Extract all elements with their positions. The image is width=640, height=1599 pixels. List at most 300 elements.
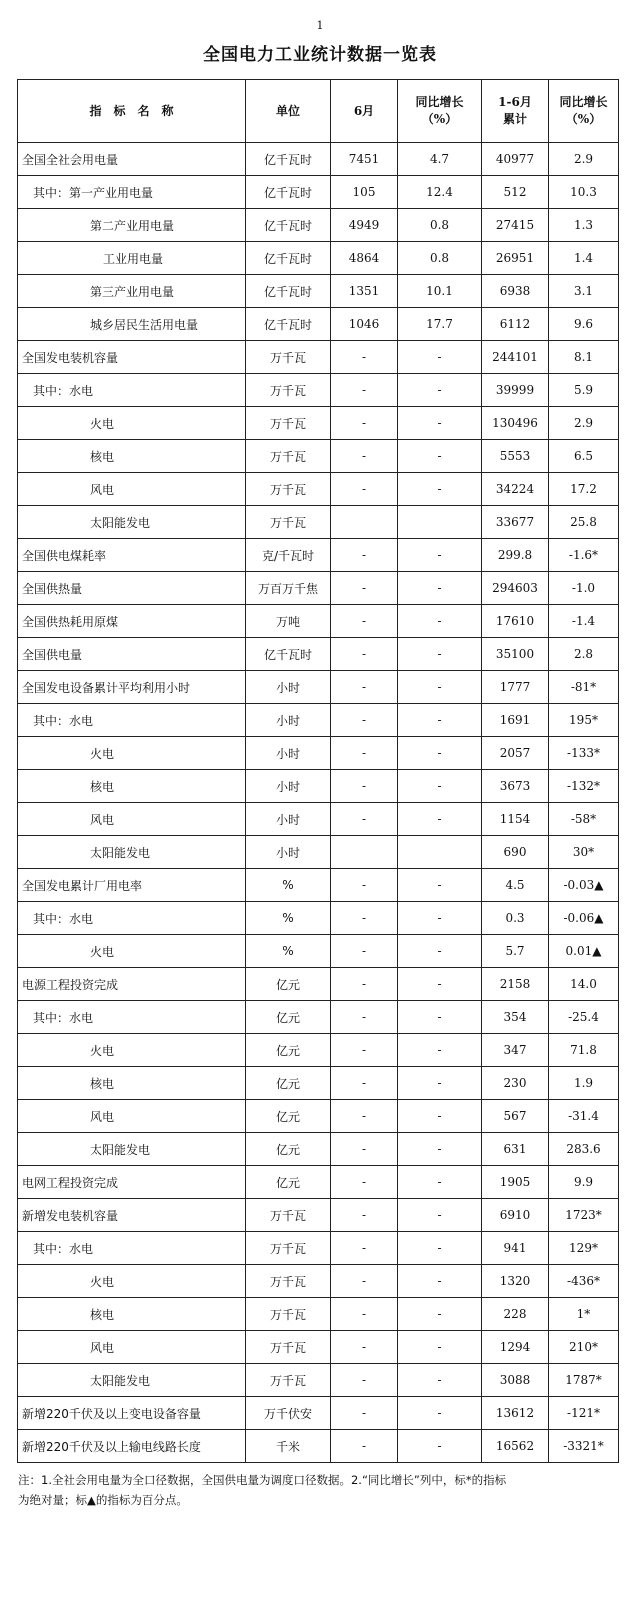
unit-cell: 小时 [246, 737, 331, 770]
cumulative-yoy-cell: 10.3 [549, 176, 619, 209]
indicator-name-cell: 全国供热耗用原煤 [18, 605, 246, 638]
month-yoy-cell: - [398, 1034, 482, 1067]
unit-cell: 万千瓦 [246, 374, 331, 407]
month-value-cell: - [331, 638, 398, 671]
cumulative-value-cell: 33677 [482, 506, 549, 539]
table-row [18, 704, 619, 737]
table-row [18, 539, 619, 572]
table-row [18, 935, 619, 968]
month-yoy-cell [398, 506, 482, 539]
cumulative-value-cell: 17610 [482, 605, 549, 638]
cumulative-value-cell: 6938 [482, 275, 549, 308]
table-row [18, 1331, 619, 1364]
cumulative-yoy-cell: -3321* [549, 1430, 619, 1463]
cumulative-yoy-cell: -25.4 [549, 1001, 619, 1034]
month-value-cell: - [331, 440, 398, 473]
table-row [18, 1265, 619, 1298]
cumulative-yoy-cell: -81* [549, 671, 619, 704]
unit-cell: 亿千瓦时 [246, 143, 331, 176]
cumulative-yoy-cell: -0.06▲ [549, 902, 619, 935]
header-yoy-line1: 同比增长 [415, 95, 464, 109]
table-row [18, 1199, 619, 1232]
month-yoy-cell: - [398, 473, 482, 506]
unit-cell: 万千瓦 [246, 473, 331, 506]
month-yoy-cell: - [398, 770, 482, 803]
table-row [18, 1133, 619, 1166]
indicator-name-cell: 全国发电装机容量 [18, 341, 246, 374]
indicator-name-cell: 核电 [18, 1298, 246, 1331]
table-row [18, 968, 619, 1001]
cumulative-yoy-cell: 210* [549, 1331, 619, 1364]
table-header-row [18, 80, 619, 143]
cumulative-value-cell: 39999 [482, 374, 549, 407]
month-yoy-cell: - [398, 572, 482, 605]
table-row [18, 638, 619, 671]
cumulative-yoy-cell: 2.9 [549, 407, 619, 440]
header-yoy-line2: （%） [421, 112, 458, 126]
cumulative-value-cell: 4.5 [482, 869, 549, 902]
indicator-name-cell: 风电 [18, 803, 246, 836]
month-value-cell: - [331, 1397, 398, 1430]
cumulative-yoy-cell: -1.0 [549, 572, 619, 605]
cumulative-value-cell: 294603 [482, 572, 549, 605]
cumulative-value-cell: 5.7 [482, 935, 549, 968]
cumulative-yoy-cell: -31.4 [549, 1100, 619, 1133]
cumulative-yoy-cell: 3.1 [549, 275, 619, 308]
month-value-cell: 1046 [331, 308, 398, 341]
page-title: 全国电力工业统计数据一览表 [203, 45, 437, 65]
table-row [18, 836, 619, 869]
footnote [18, 1470, 618, 1510]
table-row [18, 242, 619, 275]
month-value-cell: - [331, 671, 398, 704]
month-value-cell: - [331, 1001, 398, 1034]
cumulative-value-cell: 3088 [482, 1364, 549, 1397]
month-value-cell: - [331, 1232, 398, 1265]
table-row [18, 1397, 619, 1430]
indicator-name-cell: 第二产业用电量 [18, 209, 246, 242]
cumulative-value-cell: 631 [482, 1133, 549, 1166]
indicator-name-cell: 电源工程投资完成 [18, 968, 246, 1001]
indicator-name-cell: 太阳能发电 [18, 836, 246, 869]
month-value-cell: - [331, 1364, 398, 1397]
unit-cell: 克/千瓦时 [246, 539, 331, 572]
indicator-name-cell: 火电 [18, 737, 246, 770]
indicator-name-cell: 核电 [18, 1067, 246, 1100]
month-value-cell [331, 836, 398, 869]
indicator-name-cell: 全国发电设备累计平均利用小时 [18, 671, 246, 704]
indicator-name-cell: 全国供热量 [18, 572, 246, 605]
table-row [18, 770, 619, 803]
cumulative-yoy-cell: 0.01▲ [549, 935, 619, 968]
cumulative-yoy-cell: -133* [549, 737, 619, 770]
month-yoy-cell: 12.4 [398, 176, 482, 209]
month-yoy-cell: - [398, 605, 482, 638]
month-value-cell: 7451 [331, 143, 398, 176]
unit-cell: 万千瓦 [246, 1265, 331, 1298]
indicator-name-cell: 太阳能发电 [18, 506, 246, 539]
month-yoy-cell [398, 836, 482, 869]
month-value-cell: - [331, 1166, 398, 1199]
cumulative-yoy-cell: 8.1 [549, 341, 619, 374]
cumulative-value-cell: 35100 [482, 638, 549, 671]
month-yoy-cell: - [398, 341, 482, 374]
indicator-name-cell: 其中：水电 [18, 1001, 246, 1034]
cumulative-value-cell: 567 [482, 1100, 549, 1133]
month-yoy-cell: - [398, 1364, 482, 1397]
cumulative-value-cell: 3673 [482, 770, 549, 803]
indicator-name-cell: 风电 [18, 473, 246, 506]
unit-cell: 亿千瓦时 [246, 176, 331, 209]
month-value-cell: - [331, 968, 398, 1001]
table-row [18, 176, 619, 209]
month-value-cell: - [331, 803, 398, 836]
header-unit: 单位 [246, 80, 331, 143]
footnote-line-2: 为绝对量；标▲的指标为百分点。 [18, 1493, 188, 1507]
unit-cell: % [246, 869, 331, 902]
table-row [18, 440, 619, 473]
unit-cell: 亿元 [246, 1100, 331, 1133]
indicator-name-cell: 太阳能发电 [18, 1133, 246, 1166]
cumulative-yoy-cell: -132* [549, 770, 619, 803]
cumulative-value-cell: 5553 [482, 440, 549, 473]
month-value-cell: 4949 [331, 209, 398, 242]
cumulative-yoy-cell: 129* [549, 1232, 619, 1265]
month-yoy-cell: 17.7 [398, 308, 482, 341]
unit-cell: 亿千瓦时 [246, 242, 331, 275]
unit-cell: 亿元 [246, 1001, 331, 1034]
unit-cell: 小时 [246, 704, 331, 737]
cumulative-value-cell: 0.3 [482, 902, 549, 935]
table-row [18, 605, 619, 638]
table-row [18, 869, 619, 902]
month-value-cell: - [331, 341, 398, 374]
month-yoy-cell: - [398, 968, 482, 1001]
month-value-cell: - [331, 605, 398, 638]
cumulative-value-cell: 1905 [482, 1166, 549, 1199]
month-value-cell: - [331, 1100, 398, 1133]
header-month: 6月 [331, 80, 398, 143]
table-row [18, 1430, 619, 1463]
month-yoy-cell: - [398, 671, 482, 704]
cumulative-value-cell: 13612 [482, 1397, 549, 1430]
table-row [18, 1034, 619, 1067]
indicator-name-cell: 风电 [18, 1331, 246, 1364]
table-row [18, 143, 619, 176]
table-row [18, 737, 619, 770]
unit-cell: 亿元 [246, 1166, 331, 1199]
table-row [18, 506, 619, 539]
table-row [18, 671, 619, 704]
cumulative-value-cell: 6910 [482, 1199, 549, 1232]
cumulative-yoy-cell: 2.9 [549, 143, 619, 176]
table-row [18, 572, 619, 605]
month-value-cell: - [331, 1265, 398, 1298]
month-value-cell: - [331, 1430, 398, 1463]
cumulative-value-cell: 2158 [482, 968, 549, 1001]
month-yoy-cell: - [398, 1100, 482, 1133]
table-row [18, 1232, 619, 1265]
table-row [18, 209, 619, 242]
month-yoy-cell: - [398, 407, 482, 440]
cumulative-yoy-cell: -0.03▲ [549, 869, 619, 902]
cumulative-value-cell: 299.8 [482, 539, 549, 572]
indicator-name-cell: 火电 [18, 1265, 246, 1298]
cumulative-value-cell: 244101 [482, 341, 549, 374]
month-yoy-cell: - [398, 1430, 482, 1463]
table-row [18, 803, 619, 836]
table-row [18, 902, 619, 935]
cumulative-value-cell: 690 [482, 836, 549, 869]
month-yoy-cell: - [398, 1298, 482, 1331]
month-yoy-cell: 0.8 [398, 209, 482, 242]
cumulative-value-cell: 27415 [482, 209, 549, 242]
month-yoy-cell: - [398, 1067, 482, 1100]
unit-cell: 小时 [246, 836, 331, 869]
indicator-name-cell: 火电 [18, 407, 246, 440]
cumulative-yoy-cell: -1.6* [549, 539, 619, 572]
unit-cell: 万千瓦 [246, 1199, 331, 1232]
month-value-cell: - [331, 572, 398, 605]
month-yoy-cell: - [398, 1331, 482, 1364]
cumulative-value-cell: 16562 [482, 1430, 549, 1463]
month-yoy-cell: - [398, 803, 482, 836]
month-yoy-cell: - [398, 869, 482, 902]
month-yoy-cell: - [398, 1232, 482, 1265]
month-yoy-cell: - [398, 902, 482, 935]
month-yoy-cell: - [398, 1265, 482, 1298]
cumulative-value-cell: 941 [482, 1232, 549, 1265]
indicator-name-cell: 风电 [18, 1100, 246, 1133]
cumulative-value-cell: 1777 [482, 671, 549, 704]
page-number: 1 [316, 19, 324, 32]
cumulative-yoy-cell: 2.8 [549, 638, 619, 671]
month-value-cell: - [331, 1034, 398, 1067]
unit-cell: 亿元 [246, 968, 331, 1001]
month-yoy-cell: - [398, 704, 482, 737]
indicator-name-cell: 全国供电量 [18, 638, 246, 671]
cumulative-value-cell: 2057 [482, 737, 549, 770]
month-value-cell: - [331, 737, 398, 770]
month-value-cell: 105 [331, 176, 398, 209]
cumulative-value-cell: 40977 [482, 143, 549, 176]
unit-cell: 万千瓦 [246, 1232, 331, 1265]
cumulative-yoy-cell: 71.8 [549, 1034, 619, 1067]
indicator-name-cell: 其中：水电 [18, 704, 246, 737]
indicator-name-cell: 核电 [18, 440, 246, 473]
table-row [18, 1166, 619, 1199]
month-value-cell: 4864 [331, 242, 398, 275]
header-cum-yoy-line2: （%） [565, 112, 602, 126]
indicator-name-cell: 电网工程投资完成 [18, 1166, 246, 1199]
table-row [18, 407, 619, 440]
indicator-name-cell: 其中：水电 [18, 374, 246, 407]
unit-cell: 万千瓦 [246, 1331, 331, 1364]
indicator-name-cell: 其中：水电 [18, 902, 246, 935]
unit-cell: 亿千瓦时 [246, 308, 331, 341]
month-value-cell: - [331, 770, 398, 803]
unit-cell: 万千瓦 [246, 1298, 331, 1331]
cumulative-value-cell: 1154 [482, 803, 549, 836]
unit-cell: 万吨 [246, 605, 331, 638]
month-value-cell: - [331, 539, 398, 572]
header-cum-line2: 累计 [502, 112, 527, 126]
unit-cell: 万千瓦 [246, 407, 331, 440]
cumulative-yoy-cell: 9.6 [549, 308, 619, 341]
unit-cell: 万千伏安 [246, 1397, 331, 1430]
month-yoy-cell: 4.7 [398, 143, 482, 176]
unit-cell: % [246, 902, 331, 935]
unit-cell: 亿元 [246, 1034, 331, 1067]
cumulative-value-cell: 347 [482, 1034, 549, 1067]
unit-cell: 亿千瓦时 [246, 275, 331, 308]
table-row [18, 275, 619, 308]
cumulative-value-cell: 1294 [482, 1331, 549, 1364]
table-row [18, 308, 619, 341]
unit-cell: 小时 [246, 770, 331, 803]
unit-cell: 亿千瓦时 [246, 638, 331, 671]
table-row [18, 341, 619, 374]
month-yoy-cell: - [398, 1397, 482, 1430]
cumulative-yoy-cell: 9.9 [549, 1166, 619, 1199]
cumulative-yoy-cell: 14.0 [549, 968, 619, 1001]
unit-cell: 万百万千焦 [246, 572, 331, 605]
month-value-cell: - [331, 869, 398, 902]
indicator-name-cell: 火电 [18, 1034, 246, 1067]
table-row [18, 1364, 619, 1397]
month-value-cell: - [331, 1298, 398, 1331]
indicator-name-cell: 工业用电量 [18, 242, 246, 275]
cumulative-value-cell: 354 [482, 1001, 549, 1034]
header-cumulative [482, 80, 549, 143]
month-yoy-cell: - [398, 1133, 482, 1166]
unit-cell: 千米 [246, 1430, 331, 1463]
cumulative-yoy-cell: 1787* [549, 1364, 619, 1397]
indicator-name-cell: 新增发电装机容量 [18, 1199, 246, 1232]
cumulative-value-cell: 26951 [482, 242, 549, 275]
unit-cell: 亿元 [246, 1133, 331, 1166]
unit-cell: % [246, 935, 331, 968]
month-yoy-cell: - [398, 638, 482, 671]
indicator-name-cell: 城乡居民生活用电量 [18, 308, 246, 341]
indicator-name-cell: 第三产业用电量 [18, 275, 246, 308]
footnote-line-1: 注：1.全社会用电量为全口径数据，全国供电量为调度口径数据。2.“同比增长”列中，标*的指标 [18, 1473, 507, 1487]
unit-cell: 亿元 [246, 1067, 331, 1100]
month-value-cell: 1351 [331, 275, 398, 308]
month-yoy-cell: - [398, 935, 482, 968]
indicator-name-cell: 其中：水电 [18, 1232, 246, 1265]
unit-cell: 万千瓦 [246, 1364, 331, 1397]
indicator-name-cell: 全国供电煤耗率 [18, 539, 246, 572]
cumulative-value-cell: 1691 [482, 704, 549, 737]
month-yoy-cell: 10.1 [398, 275, 482, 308]
cumulative-yoy-cell: 1.9 [549, 1067, 619, 1100]
month-yoy-cell: - [398, 737, 482, 770]
indicator-name-cell: 新增220千伏及以上输电线路长度 [18, 1430, 246, 1463]
unit-cell: 万千瓦 [246, 341, 331, 374]
cumulative-value-cell: 130496 [482, 407, 549, 440]
month-value-cell: - [331, 1331, 398, 1364]
table-row [18, 1298, 619, 1331]
table-body [18, 143, 619, 1463]
table-row [18, 1067, 619, 1100]
indicator-name-cell: 太阳能发电 [18, 1364, 246, 1397]
unit-cell: 万千瓦 [246, 440, 331, 473]
month-value-cell: - [331, 704, 398, 737]
cumulative-yoy-cell: 1723* [549, 1199, 619, 1232]
cumulative-yoy-cell: 1.4 [549, 242, 619, 275]
unit-cell: 万千瓦 [246, 506, 331, 539]
cumulative-yoy-cell: -121* [549, 1397, 619, 1430]
unit-cell: 小时 [246, 671, 331, 704]
header-name: 指 标 名 称 [18, 80, 246, 143]
cumulative-yoy-cell: -1.4 [549, 605, 619, 638]
cumulative-value-cell: 34224 [482, 473, 549, 506]
month-value-cell: - [331, 407, 398, 440]
month-value-cell: - [331, 1199, 398, 1232]
table-row [18, 374, 619, 407]
cumulative-yoy-cell: 1.3 [549, 209, 619, 242]
header-cum-yoy-line1: 同比增长 [559, 95, 608, 109]
month-yoy-cell: - [398, 374, 482, 407]
unit-cell: 小时 [246, 803, 331, 836]
cumulative-value-cell: 512 [482, 176, 549, 209]
header-cumulative-yoy [549, 80, 619, 143]
month-yoy-cell: 0.8 [398, 242, 482, 275]
month-value-cell: - [331, 473, 398, 506]
cumulative-yoy-cell: 17.2 [549, 473, 619, 506]
month-value-cell: - [331, 1067, 398, 1100]
month-yoy-cell: - [398, 1001, 482, 1034]
cumulative-yoy-cell: -58* [549, 803, 619, 836]
cumulative-yoy-cell: 283.6 [549, 1133, 619, 1166]
cumulative-yoy-cell: 25.8 [549, 506, 619, 539]
cumulative-yoy-cell: -436* [549, 1265, 619, 1298]
cumulative-yoy-cell: 195* [549, 704, 619, 737]
cumulative-yoy-cell: 6.5 [549, 440, 619, 473]
month-value-cell [331, 506, 398, 539]
indicator-name-cell: 其中：第一产业用电量 [18, 176, 246, 209]
month-value-cell: - [331, 1133, 398, 1166]
cumulative-yoy-cell: 1* [549, 1298, 619, 1331]
month-yoy-cell: - [398, 440, 482, 473]
cumulative-value-cell: 228 [482, 1298, 549, 1331]
table-row [18, 473, 619, 506]
indicator-name-cell: 核电 [18, 770, 246, 803]
unit-cell: 亿千瓦时 [246, 209, 331, 242]
month-value-cell: - [331, 902, 398, 935]
month-yoy-cell: - [398, 539, 482, 572]
indicator-name-cell: 全国全社会用电量 [18, 143, 246, 176]
table-row [18, 1100, 619, 1133]
month-value-cell: - [331, 935, 398, 968]
month-yoy-cell: - [398, 1199, 482, 1232]
cumulative-value-cell: 1320 [482, 1265, 549, 1298]
cumulative-value-cell: 230 [482, 1067, 549, 1100]
indicator-name-cell: 新增220千伏及以上变电设备容量 [18, 1397, 246, 1430]
month-value-cell: - [331, 374, 398, 407]
cumulative-value-cell: 6112 [482, 308, 549, 341]
header-yoy [398, 80, 482, 143]
indicator-name-cell: 火电 [18, 935, 246, 968]
month-yoy-cell: - [398, 1166, 482, 1199]
cumulative-yoy-cell: 5.9 [549, 374, 619, 407]
cumulative-yoy-cell: 30* [549, 836, 619, 869]
header-cum-line1: 1-6月 [498, 95, 532, 109]
statistics-table [17, 79, 619, 1463]
indicator-name-cell: 全国发电累计厂用电率 [18, 869, 246, 902]
table-row [18, 1001, 619, 1034]
